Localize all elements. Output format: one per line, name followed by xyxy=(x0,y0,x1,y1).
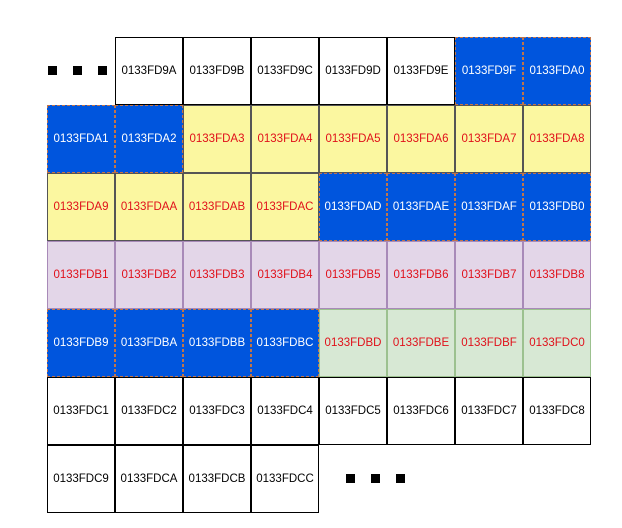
address-cell: 0133FDB5 xyxy=(319,241,387,309)
address-cell: 0133FDBE xyxy=(387,309,455,377)
ellipsis-end xyxy=(346,474,405,483)
ellipsis-dot xyxy=(346,474,355,483)
address-cell: 0133FDC0 xyxy=(523,309,591,377)
ellipsis-dot xyxy=(98,66,107,75)
address-cell: 0133FDA7 xyxy=(455,105,523,173)
address-cell: 0133FDB0 xyxy=(523,173,591,241)
address-cell: 0133FD9C xyxy=(251,37,319,105)
address-cell: 0133FDC5 xyxy=(319,377,387,445)
address-cell: 0133FDAF xyxy=(455,173,523,241)
address-cell: 0133FDA4 xyxy=(251,105,319,173)
address-cell: 0133FD9D xyxy=(319,37,387,105)
address-cell: 0133FDC6 xyxy=(387,377,455,445)
address-cell: 0133FDCC xyxy=(251,445,319,513)
address-cell: 0133FDA6 xyxy=(387,105,455,173)
address-cell: 0133FDA9 xyxy=(47,173,115,241)
address-cell: 0133FD9B xyxy=(183,37,251,105)
address-cell: 0133FDAB xyxy=(183,173,251,241)
address-cell: 0133FDB9 xyxy=(47,309,115,377)
address-cell: 0133FDC7 xyxy=(455,377,523,445)
address-cell: 0133FD9E xyxy=(387,37,455,105)
address-cell: 0133FDC8 xyxy=(523,377,591,445)
address-cell: 0133FDA2 xyxy=(115,105,183,173)
address-cell: 0133FDAC xyxy=(251,173,319,241)
address-cell: 0133FDBA xyxy=(115,309,183,377)
address-cell: 0133FDAD xyxy=(319,173,387,241)
address-cell: 0133FDB1 xyxy=(47,241,115,309)
address-cell: 0133FDA5 xyxy=(319,105,387,173)
ellipsis-dot xyxy=(73,66,82,75)
address-cell: 0133FDB3 xyxy=(183,241,251,309)
address-cell: 0133FDC3 xyxy=(183,377,251,445)
address-cell: 0133FDC1 xyxy=(47,377,115,445)
address-cell: 0133FDBB xyxy=(183,309,251,377)
address-cell: 0133FDCA xyxy=(115,445,183,513)
address-cell: 0133FDB7 xyxy=(455,241,523,309)
ellipsis-start xyxy=(48,66,107,75)
address-cell: 0133FDA3 xyxy=(183,105,251,173)
ellipsis-dot xyxy=(48,66,57,75)
address-cell: 0133FDAE xyxy=(387,173,455,241)
address-cell: 0133FDA0 xyxy=(523,37,591,105)
address-cell: 0133FDB4 xyxy=(251,241,319,309)
address-cell: 0133FDB2 xyxy=(115,241,183,309)
address-cell: 0133FDAA xyxy=(115,173,183,241)
ellipsis-dot xyxy=(396,474,405,483)
address-cell: 0133FD9A xyxy=(115,37,183,105)
address-cell: 0133FDA8 xyxy=(523,105,591,173)
address-cell: 0133FD9F xyxy=(455,37,523,105)
address-cell: 0133FDC9 xyxy=(47,445,115,513)
address-cell: 0133FDC2 xyxy=(115,377,183,445)
ellipsis-dot xyxy=(371,474,380,483)
address-cell: 0133FDBD xyxy=(319,309,387,377)
address-cell: 0133FDB8 xyxy=(523,241,591,309)
address-cell: 0133FDBC xyxy=(251,309,319,377)
address-cell: 0133FDBF xyxy=(455,309,523,377)
address-cell: 0133FDB6 xyxy=(387,241,455,309)
address-cell: 0133FDA1 xyxy=(47,105,115,173)
address-cell: 0133FDC4 xyxy=(251,377,319,445)
address-cell: 0133FDCB xyxy=(183,445,251,513)
